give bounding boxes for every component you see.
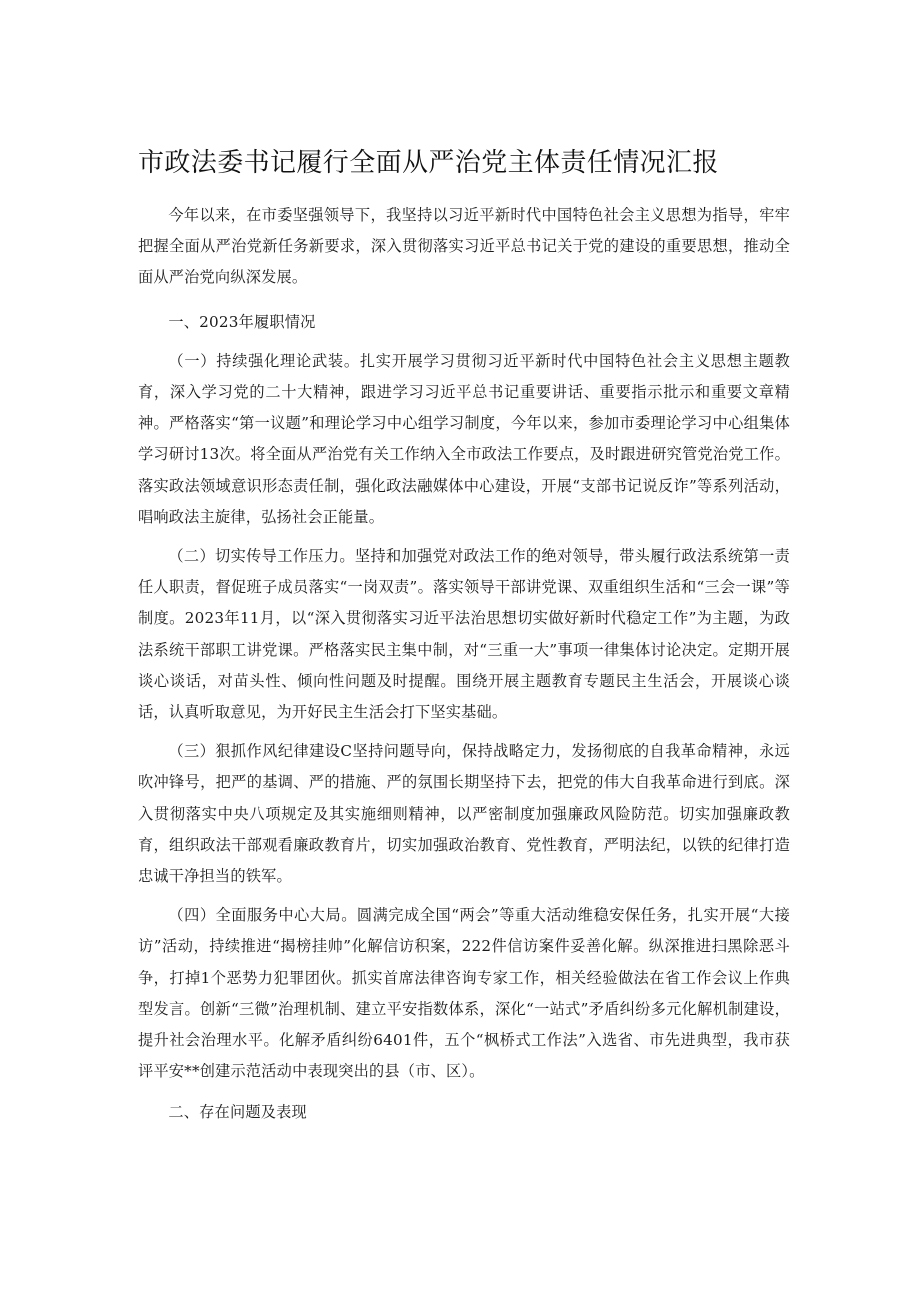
subsection-paragraph-1: （一）持续强化理论武装。扎实开展学习贯彻习近平新时代中国特色社会主义思想主题教育，深入学习党的二十大精神，跟进学习习近平总书记重要讲话、重要指示批示和重要文章精神。严格落实“第一议题”和理论学习中心组学习制度，今年以来，参加市委理论学习中心组集体学习研讨13次。将全面从严治党有关工作纳入全市政法工作要点，及时跟进研究管党治党工作。落实政法领域意识形态责任制，强化政法融媒体中心建设，开展“支部书记说反诈”等系列活动，唱响政法主旋律，弘扬社会正能量。 xyxy=(138,351,790,526)
section-heading-1: 一、2023年履职情况 xyxy=(168,312,316,331)
subsection-paragraph-2: （二）切实传导工作压力。坚持和加强党对政法工作的绝对领导，带头履行政法系统第一责任人职责，督促班子成员落实“一岗双责”。落实领导干部讲党课、双重组织生活和“三会一课”等制度。2023年11月，以“深入贯彻落实习近平法治思想切实做好新时代稳定工作”为主题，为政法系统干部职工讲党课。严格落实民主集中制，对“三重一大”事项一律集体讨论决定。定期开展谈心谈话，对苗头性、倾向性问题及时提醒。围绕开展主题教育专题民主生活会，开展谈心谈话，认真听取意见，为开好民主生活会打下坚实基础。 xyxy=(138,547,790,722)
document-title: 市政法委书记履行全面从严治党主体责任情况汇报 xyxy=(138,148,719,178)
subsection-paragraph-4: （四）全面服务中心大局。圆满完成全国“两会”等重大活动维稳安保任务，扎实开展“大接访”活动，持续推进“揭榜挂帅”化解信访积案，222件信访案件妥善化解。纵深推进扫黑除恶斗争，打掉1个恶势力犯罪团伙。抓实首席法律咨询专家工作，相关经验做法在省工作会议上作典型发言。创新“三微”治理机制、建立平安指数体系，深化“一站式”矛盾纠纷多元化解机制建设，提升社会治理水平。化解矛盾纠纷6401件，五个“枫桥式工作法”入选省、市先进典型，我市获评平安**创建示范活动中表现突出的县（市、区）。 xyxy=(138,906,790,1081)
intro-paragraph: 今年以来，在市委坚强领导下，我坚持以习近平新时代中国特色社会主义思想为指导，牢牢把握全面从严治党新任务新要求，深入贯彻落实习近平总书记关于党的建设的重要思想，推动全面从严治党向纵深发展。 xyxy=(138,206,790,287)
section-heading-2: 二、存在问题及表现 xyxy=(168,1103,307,1122)
document-body xyxy=(138,200,790,1129)
subsection-paragraph-3: （三）狠抓作风纪律建设C坚持问题导向，保持战略定力，发扬彻底的自我革命精神，永远吹冲锋号，把严的基调、严的措施、严的氛围长期坚持下去，把党的伟大自我革命进行到底。深入贯彻落实中央八项规定及其实施细则精神，以严密制度加强廉政风险防范。切实加强廉政教育，组织政法干部观看廉政教育片，切实加强政治教育、党性教育，严明法纪，以铁的纪律打造忠诚干净担当的铁军。 xyxy=(138,742,790,886)
